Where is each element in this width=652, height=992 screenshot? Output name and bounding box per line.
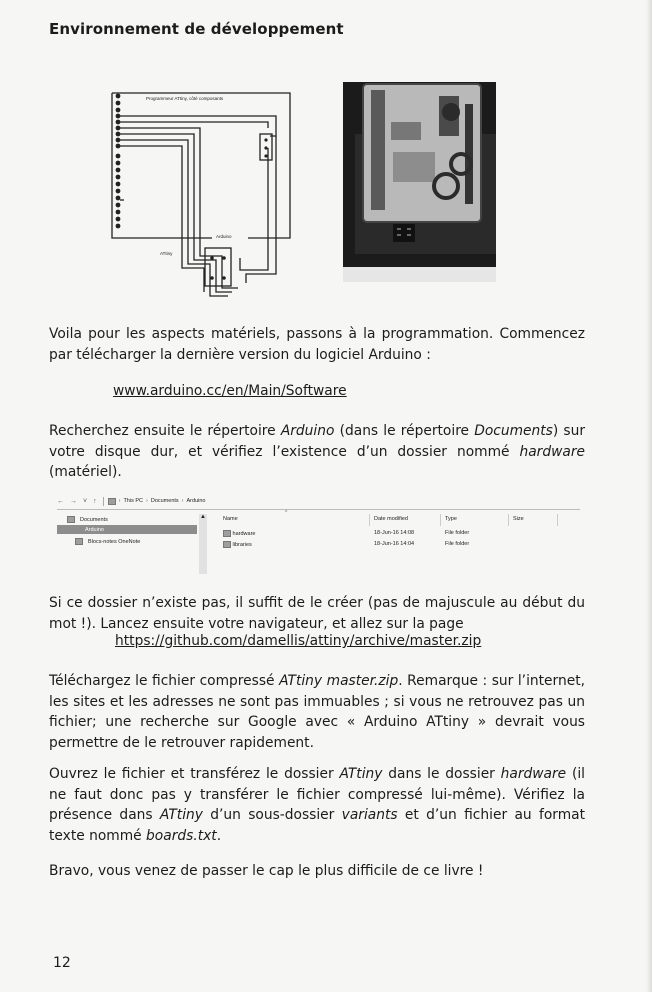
nav-item-arduino: Arduino [57, 525, 197, 534]
breadcrumb-item: Arduino [186, 498, 206, 504]
chapter-header: Environnement de développement [49, 20, 344, 38]
sort-arrow-icon: ˆ [285, 511, 288, 518]
paragraph-intro: Voila pour les aspects matériels, passons à la programmation. Commencez par télécharger la dernière version du logiciel Arduino : [49, 326, 585, 363]
folder-icon [108, 498, 116, 505]
page-edge-shadow [646, 0, 652, 992]
documents-folder-icon [67, 516, 75, 523]
file-type: File folder [445, 541, 470, 547]
dropdown-icon: ˅ [83, 497, 88, 505]
notebook-icon [75, 538, 83, 545]
paragraph-search-folder: Recherchez ensuite le répertoire Arduino (dans le répertoire Documents) sur votre disque dur, et vérifiez l’existence d’un dossier nommé hardware (matériel). [49, 423, 586, 480]
folder-icon [223, 530, 231, 537]
breadcrumb-item: Documents [150, 498, 179, 504]
file-row: libraries [223, 541, 252, 548]
schematic-label-attiny: ATtiny [160, 251, 173, 256]
nav-item-onenote: Blocs-notes OneNote [75, 537, 140, 546]
back-arrow-icon: ← [57, 497, 64, 505]
schematic-label-top: Programmeur ATtiny, côté composants [146, 96, 224, 101]
column-header-size: Size [513, 516, 524, 522]
up-arrow-icon: ↑ [93, 497, 97, 505]
forward-arrow-icon: → [70, 497, 77, 505]
scroll-up-icon: ▲ [200, 514, 206, 520]
paragraph-download: Téléchargez le fichier compressé ATtiny master.zip. Remarque : sur l’internet, les sites et les adresses ne sont pas immuables ; si vous ne retrouvez pas un fichier; une recherche sur Google avec « Arduino ATtiny » devrait vous permettre de le retrouver rapidement. [49, 673, 585, 751]
schematic-label-arduino: Arduino [216, 234, 232, 239]
paragraph-transfer: Ouvrez le fichier et transférez le dossier ATtiny dans le dossier hardware (il ne faut donc pas y transférer le fichier compressé lui-même). Vérifiez la présence dans ATtiny d’un sous-dossier variants et d’un fichier au format texte nommé boards.txt. [49, 766, 586, 844]
arduino-board-photo [343, 82, 496, 282]
column-header-name: Name [223, 516, 238, 522]
breadcrumb: › This PC › Documents › Arduino [103, 497, 528, 506]
nav-scrollbar [199, 514, 207, 574]
attiny-github-link[interactable]: https://github.com/damellis/attiny/archive/master.zip [115, 633, 482, 649]
navigation-pane [57, 514, 205, 574]
file-list [217, 511, 580, 574]
schematic-drawing [100, 88, 310, 303]
column-header-date: Date modified [374, 516, 408, 522]
file-explorer-screenshot [57, 494, 580, 576]
paragraph-conclusion: Bravo, vous venez de passer le cap le plus difficile de ce livre ! [49, 863, 484, 879]
paragraph-create-folder: Si ce dossier n’existe pas, il suffit de le créer (pas de majuscule au début du mot !). Lancez ensuite votre navigateur, et allez sur la page [49, 595, 585, 632]
programmer-schematic [100, 88, 310, 303]
column-header-type: Type [445, 516, 457, 522]
arduino-software-link[interactable]: www.arduino.cc/en/Main/Software [113, 383, 347, 399]
file-row: hardware [223, 530, 255, 537]
address-bar [57, 496, 580, 506]
breadcrumb-item: This PC [123, 498, 143, 504]
file-date: 18-Jun-16 14:08 [374, 530, 415, 536]
nav-item-documents: Documents [67, 515, 108, 524]
file-type: File folder [445, 530, 470, 536]
folder-icon [223, 541, 231, 548]
file-date: 18-Jun-16 14:04 [374, 541, 415, 547]
page-number: 12 [53, 955, 71, 971]
